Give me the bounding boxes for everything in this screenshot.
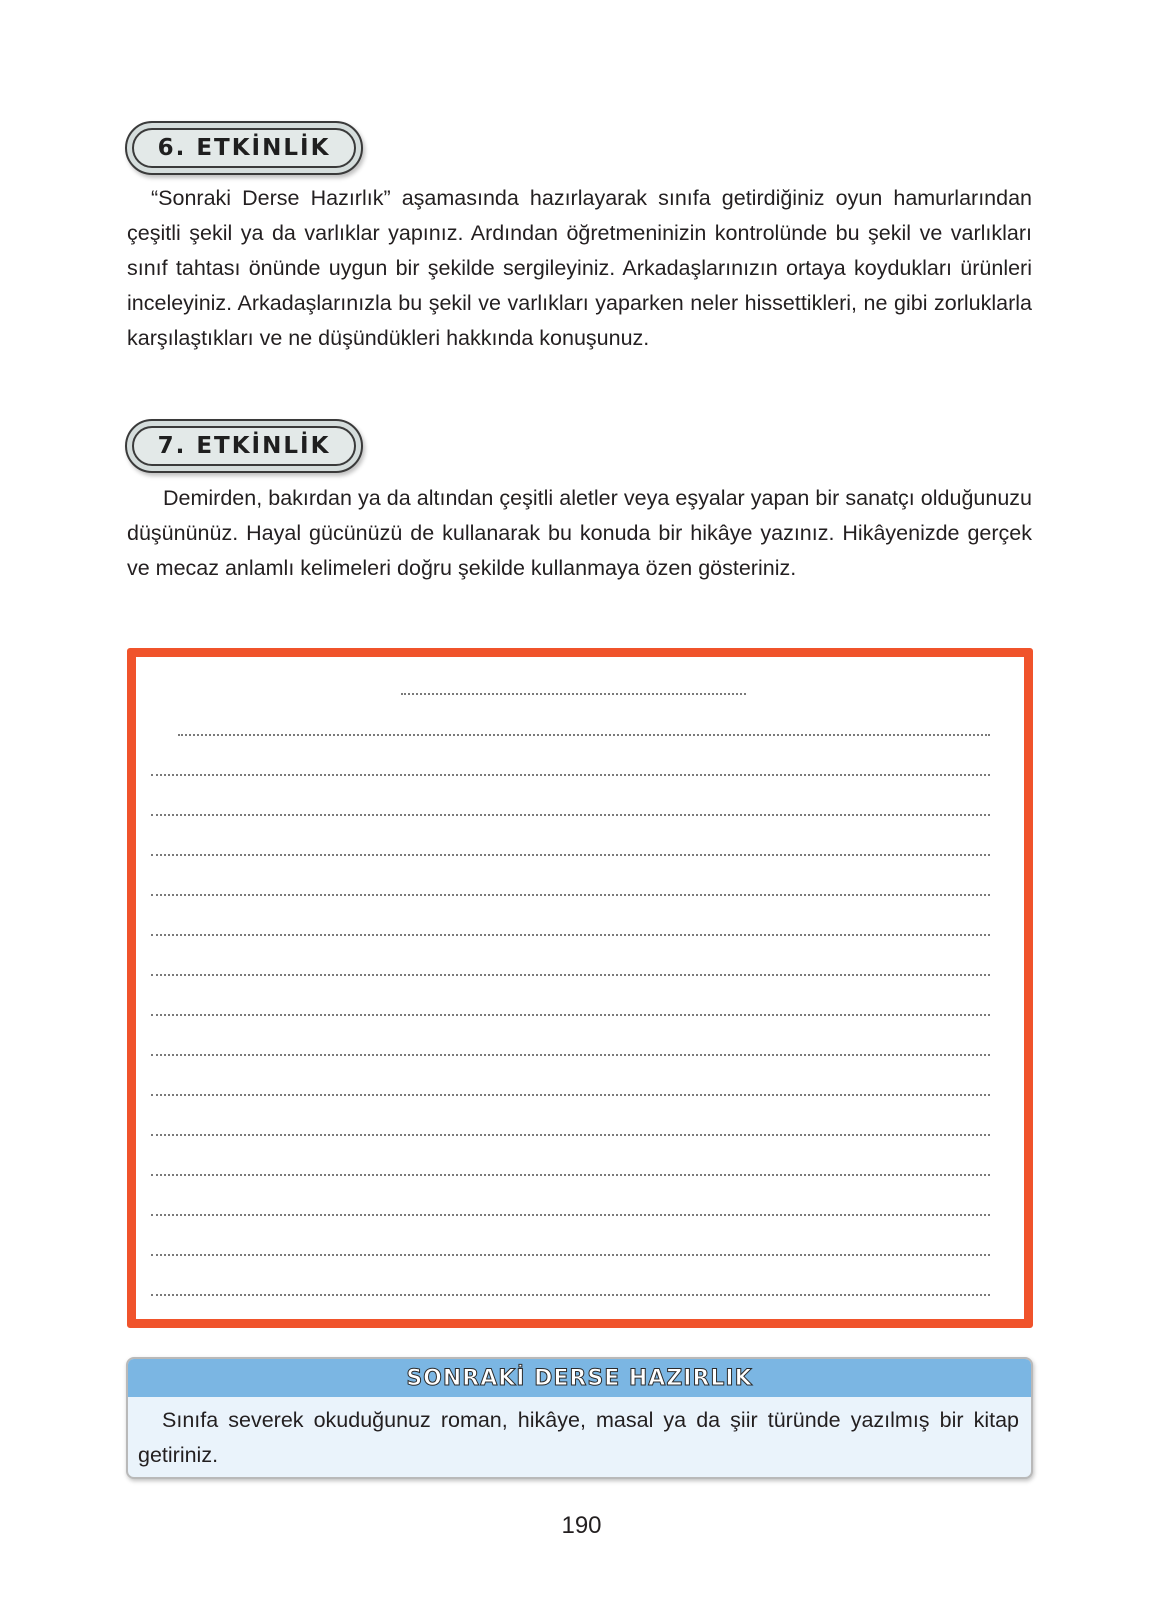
story-writing-box[interactable] <box>127 648 1033 1328</box>
activity-6-text <box>127 181 1032 356</box>
writing-line[interactable] <box>151 774 990 776</box>
activity-7-badge <box>125 419 363 473</box>
next-lesson-header <box>128 1359 1031 1397</box>
next-lesson-title: SONRAKİ DERSE HAZIRLIK <box>406 1365 753 1391</box>
next-lesson-text <box>128 1397 1031 1473</box>
activity-7-badge-inner <box>132 426 356 466</box>
writing-line[interactable] <box>151 1094 990 1096</box>
next-lesson-box <box>126 1357 1033 1479</box>
activity-6-badge <box>125 121 363 175</box>
writing-line[interactable] <box>151 894 990 896</box>
page-number: 190 <box>561 1512 602 1539</box>
writing-line[interactable] <box>151 1134 990 1136</box>
activity-7-text-content: Demirden, bakırdan ya da altından çeşitli aletler veya eşyalar yapan bir sanatçı olduğunuzu düşününüz. Hayal gücünüzü de kullanarak bu konuda bir hikâye yazınız. Hikâyenizde gerçek ve mecaz anlamlı kelimeleri doğru şekilde kullanmaya özen gösteriniz. <box>127 486 1032 580</box>
activity-7-title: 7. ETKİNLİK <box>157 433 331 459</box>
story-title-line[interactable] <box>401 693 746 695</box>
writing-line[interactable] <box>151 1214 990 1216</box>
writing-line[interactable] <box>151 974 990 976</box>
activity-6-title: 6. ETKİNLİK <box>157 135 331 161</box>
writing-line[interactable] <box>151 854 990 856</box>
activity-6-badge-inner <box>132 128 356 168</box>
next-lesson-text-content: Sınıfa severek okuduğunuz roman, hikâye, masal ya da şiir türünde yazılmış bir kitap getiriniz. <box>138 1408 1019 1467</box>
writing-line[interactable] <box>151 1054 990 1056</box>
writing-line[interactable] <box>178 734 990 736</box>
writing-line[interactable] <box>151 814 990 816</box>
writing-line[interactable] <box>151 1014 990 1016</box>
writing-line[interactable] <box>151 1254 990 1256</box>
writing-line[interactable] <box>151 1174 990 1176</box>
activity-6-text-content: “Sonraki Derse Hazırlık” aşamasında hazırlayarak sınıfa getirdiğiniz oyun hamurlarından çeşitli şekil ya da varlıklar yapınız. Ardından öğretmeninizin kontrolünde bu şekil ve varlıkları sınıf tahtası önünde uygun bir şekilde sergileyiniz. Arkadaşlarınızın ortaya koydukları ürünleri inceleyiniz. Arkadaşlarınızla bu şekil ve varlıkları yaparken neler hissettikleri, ne gibi zorluklarla karşılaştıkları ve ne düşündükleri hakkında konuşunuz. <box>127 186 1032 350</box>
writing-line[interactable] <box>151 934 990 936</box>
writing-line[interactable] <box>151 1294 990 1296</box>
activity-7-text <box>127 481 1032 586</box>
